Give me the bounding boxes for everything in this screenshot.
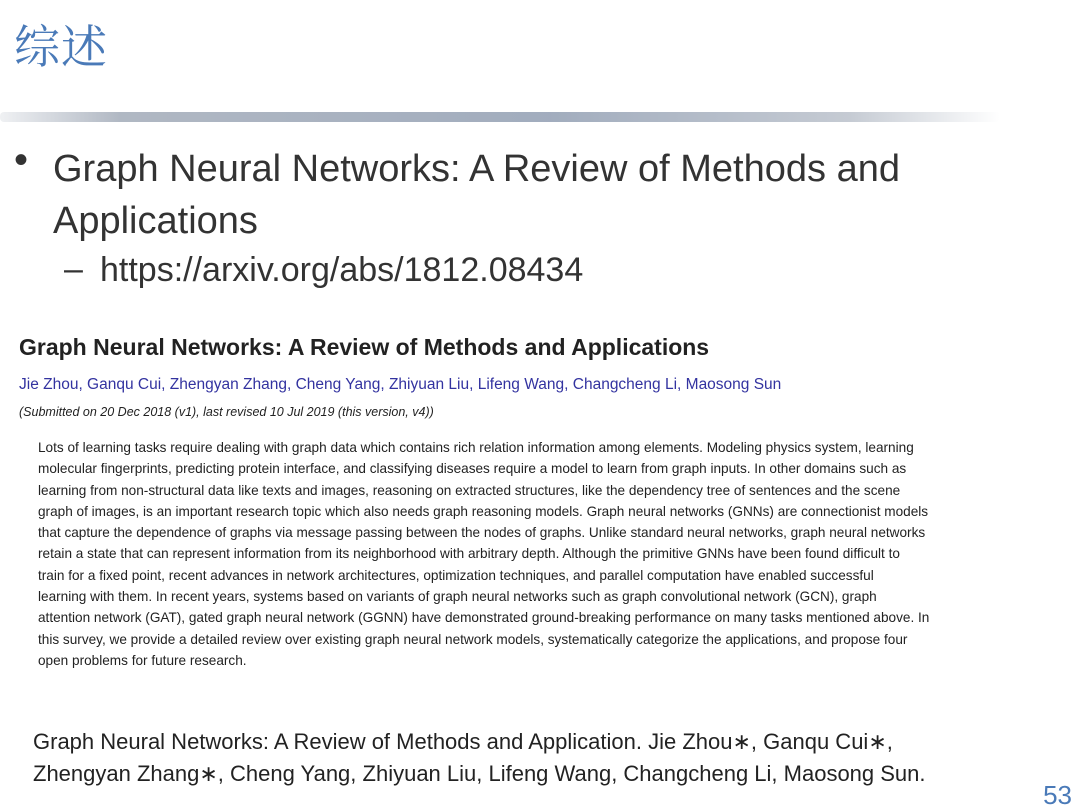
arxiv-link[interactable]: https://arxiv.org/abs/1812.08434 bbox=[100, 251, 584, 289]
abstract-line: that capture the dependence of graphs via message passing between the nodes of graphs. Unlike standard neural networks, graph neural networks bbox=[38, 525, 926, 541]
abstract-line: train for a fixed point, recent advances in network architectures, optimization techniques, and parallel computation have enabled successful bbox=[38, 567, 874, 583]
page-number: 53 bbox=[1043, 780, 1072, 810]
abstract-line: this survey, we provide a detailed review over existing graph neural network models, systematically categorize the applications, and propose four bbox=[38, 631, 908, 647]
abstract-line: retain a state that can represent information from its neighborhood with arbitrary depth. Although the primitive GNNs have been found difficult to bbox=[38, 546, 900, 562]
abstract-line: Lots of learning tasks require dealing with graph data which contains rich relation information among elements. Modeling physics system, learning bbox=[38, 440, 914, 455]
bullet-paper-title: Graph Neural Networks: A Review of Methods and Applications bbox=[53, 148, 900, 242]
sub-bullet-marker: – bbox=[64, 250, 83, 288]
abstract bbox=[38, 437, 1068, 671]
bullet-marker: • bbox=[14, 138, 29, 182]
abstract-line: attention network (GAT), gated graph neural network (GGNN) have demonstrated ground-breaking performance on many tasks mentioned above. In bbox=[38, 610, 930, 626]
citation bbox=[33, 726, 1013, 790]
citation-line: Graph Neural Networks: A Review of Methods and Application. Jie Zhou∗, Ganqu Cui∗, bbox=[33, 729, 893, 754]
abstract-line: open problems for future research. bbox=[38, 652, 247, 668]
abstract-line: graph of images, is an important research topic which also needs graph reasoning models. Graph neural networks (GNNs) are connectionist models bbox=[38, 503, 929, 519]
arxiv-paper-title: Graph Neural Networks: A Review of Methods and Applications bbox=[19, 334, 710, 360]
abstract-line: learning with them. In recent years, systems based on variants of graph neural networks such as graph convolutional network (GCN), graph bbox=[38, 589, 877, 605]
abstract-line: molecular fingerprints, predicting protein interface, and classifying diseases require a model to learn from graph inputs. In other domains such as bbox=[38, 461, 907, 477]
submission-info: (Submitted on 20 Dec 2018 (v1), last revised 10 Jul 2019 (this version, v4)) bbox=[19, 405, 434, 419]
abstract-line: learning from non-structural data like texts and images, reasoning on extracted structures, like the dependency tree of sentences and the scene bbox=[38, 482, 901, 498]
slide-title: 综述 bbox=[14, 20, 108, 74]
title-divider bbox=[0, 112, 1000, 122]
citation-line: Zhengyan Zhang∗, Cheng Yang, Zhiyuan Liu, Lifeng Wang, Changcheng Li, Maosong Sun. bbox=[33, 761, 926, 786]
arxiv-authors[interactable]: Jie Zhou, Ganqu Cui, Zhengyan Zhang, Cheng Yang, Zhiyuan Liu, Lifeng Wang, Changcheng Li, Maosong Sun bbox=[19, 376, 782, 393]
